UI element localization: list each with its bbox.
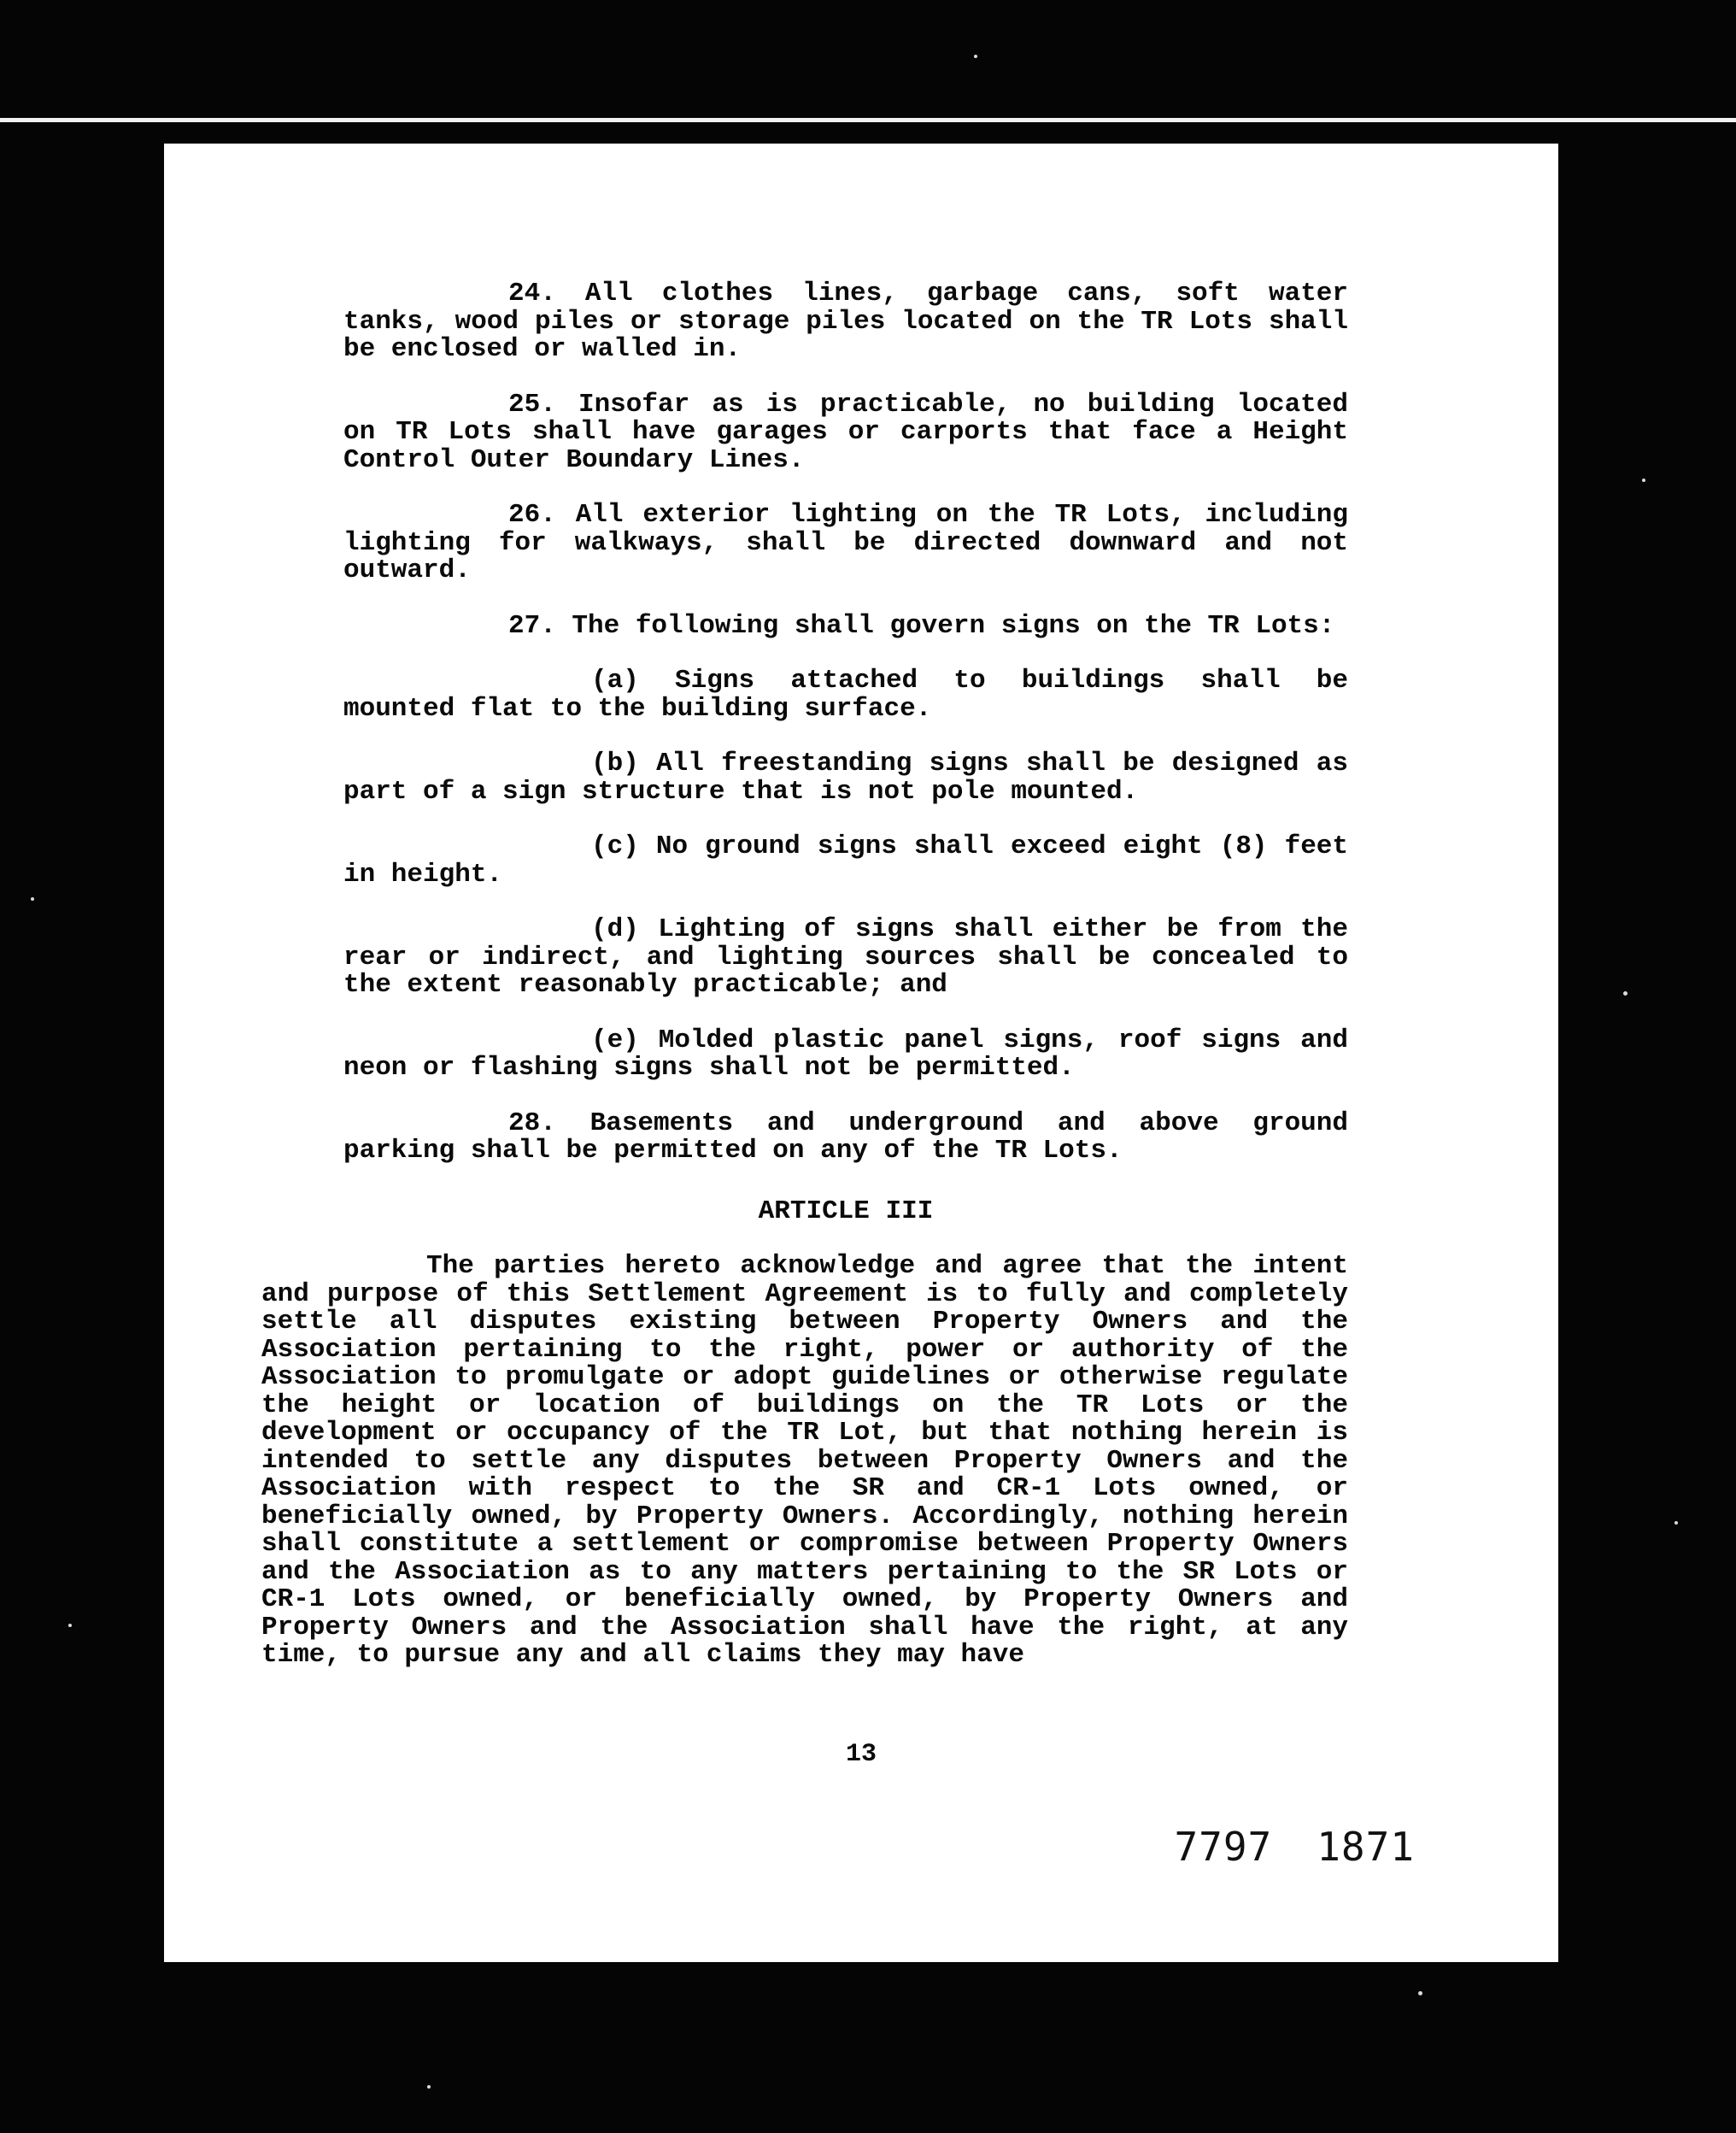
article-heading: ARTICLE III xyxy=(758,1196,934,1226)
scan-speck xyxy=(68,1624,72,1627)
article-iii-paragraph: The parties hereto acknowledge and agree that the intent and purpose of this Settlement Agreement is to fully and completely settle all disputes existing between Property Owners and the Association pertaining to the right, power or authority of the Association to promulgate or adopt guidelines or otherwise regulate the height or location of buildings on the TR Lots or the development or occupancy of the TR Lot, but that nothing herein is intended to settle any disputes between Property Owners and the Association with respect to the SR and CR-1 Lots owned, or beneficially owned, by Property Owners. Accordingly, nothing herein shall constitute a settlement or compromise between Property Owners and the Association as to any matters pertaining to the SR Lots or CR-1 Lots owned, or beneficially owned, by Property Owners and Property Owners and the Association shall have the right, at any time, to pursue any and all claims they may have xyxy=(261,1251,1348,1670)
scan-speck xyxy=(1642,479,1645,482)
scan-speck xyxy=(31,897,34,901)
subparagraph-a: (a) Signs attached to buildings shall be mounted flat to the building surface. xyxy=(343,666,1348,724)
document-stamp xyxy=(1174,1824,1415,1870)
stamp-page-number: 1871 xyxy=(1317,1824,1415,1870)
page-body xyxy=(261,279,1348,1697)
paragraph-24: 24. All clothes lines, garbage cans, soft water tanks, wood piles or storage piles located on the TR Lots shall be enclosed or walled in. xyxy=(343,279,1348,364)
scanner-top-rule xyxy=(0,118,1736,122)
document-page xyxy=(164,144,1558,1962)
subparagraph-e: (e) Molded plastic panel signs, roof signs and neon or flashing signs shall not be permitted. xyxy=(343,1025,1348,1083)
scan-speck xyxy=(1623,991,1628,996)
scan-speck xyxy=(427,2085,431,2089)
scan-speck xyxy=(1674,1521,1678,1525)
paragraph-28: 28. Basements and underground and above ground parking shall be permitted on any of the TR Lots. xyxy=(343,1108,1348,1166)
subparagraph-d: (d) Lighting of signs shall either be from the rear or indirect, and lighting sources shall be concealed to the extent reasonably practicable; and xyxy=(343,914,1348,1000)
scan-speck xyxy=(974,55,977,58)
paragraph-26: 26. All exterior lighting on the TR Lots, including lighting for walkways, shall be directed downward and not outward. xyxy=(343,500,1348,585)
page-number: 13 xyxy=(845,1740,877,1769)
paragraph-25: 25. Insofar as is practicable, no building located on TR Lots shall have garages or carports that face a Height Control Outer Boundary Lines. xyxy=(343,389,1348,475)
paragraph-27: 27. The following shall govern signs on the TR Lots: xyxy=(508,610,1335,641)
scan-speck xyxy=(1418,1991,1422,1995)
subparagraph-b: (b) All freestanding signs shall be designed as part of a sign structure that is not pole mounted. xyxy=(343,749,1348,807)
stamp-book-number: 7797 xyxy=(1174,1824,1273,1870)
subparagraph-c: (c) No ground signs shall exceed eight (8) feet in height. xyxy=(343,831,1348,890)
